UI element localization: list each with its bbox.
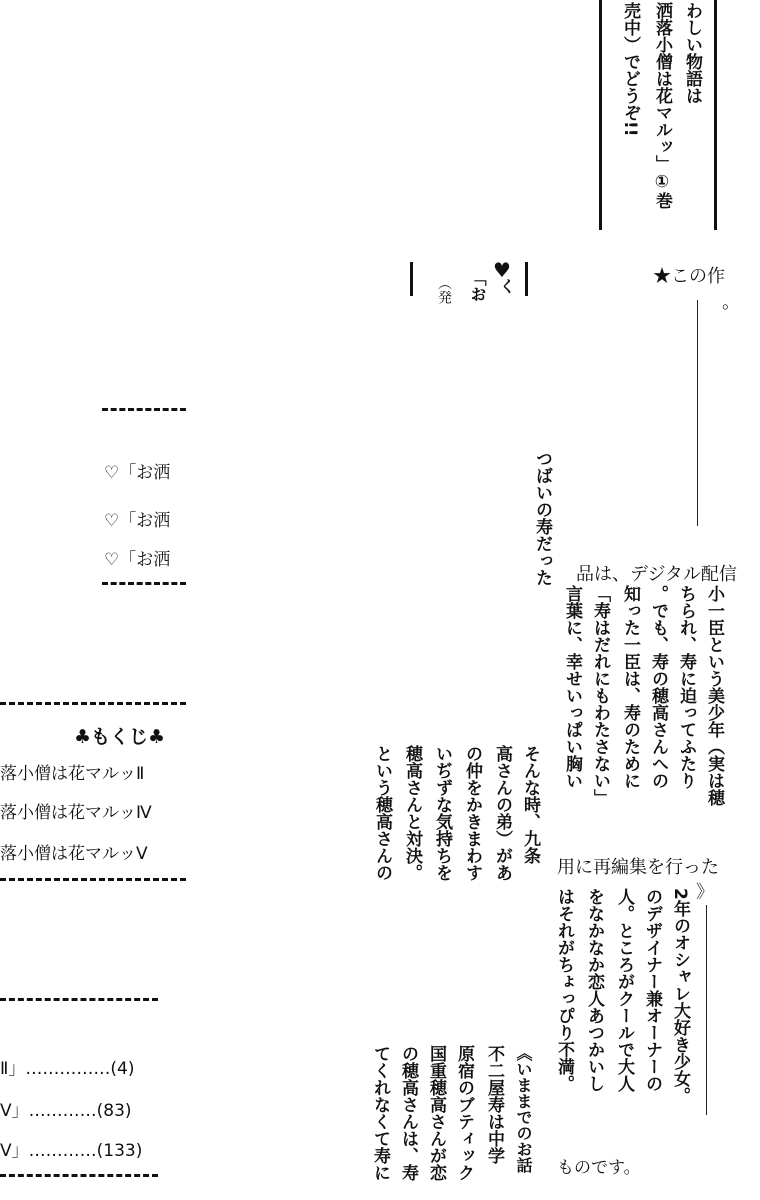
box-text-col2: 洒落小僧は花マルッ」①巻 [652,2,672,209]
series-item: ♡「お洒 [104,511,171,531]
notice-line1-tail: 。 [722,292,740,313]
notice-line2: 品は、デジタル配信 [576,560,737,586]
story-col-b: いぢずな気持ちを [432,745,452,881]
contents-title: ♣もくじ♣ [74,726,166,748]
story-col-b: そんな時、九条 [520,745,540,864]
contents-dash-bottom [0,878,186,881]
story-col: 言葉に、幸せいっぱい胸い [562,585,582,789]
chevron-mark-icon: 》 [696,882,714,903]
intro-col: 2年のオシャレ大好き少女。 [670,888,690,1104]
box-left-border [599,0,602,230]
contents-item: 落小僧は花マルッⅡ [0,764,145,784]
rule-upper [697,300,698,526]
small-box-left [410,262,413,296]
story-col-b: の仲をかきまわす [462,745,482,881]
intro-col-b: 不二屋寿は中学 [484,1045,504,1164]
intro-col: のデザイナー兼オーナーの [642,888,662,1092]
contents-dash-top [0,702,186,705]
box-right-border [714,0,717,230]
story-col: つばいの寿だった [532,450,552,586]
story-col-b: という穂高さんの [372,745,392,881]
story-col: ちられ、寿に迫ってふたり [676,585,696,789]
rule-lower [706,905,707,1115]
series-item: ♡「お洒 [104,463,171,483]
small-box-col2: 「お [468,270,487,302]
story-col: 知った一臣は、寿のために [620,585,640,789]
page-ref: Ⅱ」……………(4) [0,1059,135,1079]
notice-line4: ものです。 [557,1158,641,1178]
series-dash-top [102,408,186,411]
notice-line1: ★この作 [653,266,725,287]
notice-line3: 用に再編集を行った [557,853,719,879]
box-text-col1: わしい物語は [682,2,702,104]
intro-col-b: てくれなくて寿に [370,1045,390,1181]
story-col: 「寿はだれにもわたさない」 [590,585,610,806]
intro-col-b: 《いままでのお話 [514,1045,533,1173]
intro-col: はそれがちょっぴり不満。 [554,888,574,1092]
story-col: 小一臣という美少年（実は穂 [704,585,724,806]
intro-col-b: の穂高さんは、寿 [398,1045,418,1181]
intro-col: 人。ところがクールで大人 [614,888,634,1092]
heart-icon: ♥ [493,258,511,282]
small-box-right [525,262,528,296]
story-col-b: 穂高さんと対決。 [402,745,422,881]
refs-dash-bottom [0,1174,158,1177]
box-text-col3: 売中）でどうぞ!! [620,2,640,137]
intro-col: をなかなか恋人あつかいし [584,888,604,1092]
story-col: 。でも、寿の穂高さんへの [648,585,668,789]
contents-item: 落小僧は花マルッⅣ [0,803,152,823]
series-dash-bottom [102,582,186,585]
contents-item: 落小僧は花マルッⅤ [0,844,148,864]
page-ref: Ⅴ」…………(83) [0,1101,132,1121]
small-box-col1: く [497,278,516,294]
small-box-col3: （発 [436,276,452,304]
refs-dash-top [0,998,158,1001]
page-ref: Ⅴ」…………(133) [0,1141,143,1161]
story-col-b: 高さんの弟）があ [492,745,512,881]
series-item: ♡「お洒 [104,550,171,570]
intro-col-b: 原宿のブティック [454,1045,474,1181]
intro-col-b: 国重穂高さんが恋 [426,1045,446,1181]
